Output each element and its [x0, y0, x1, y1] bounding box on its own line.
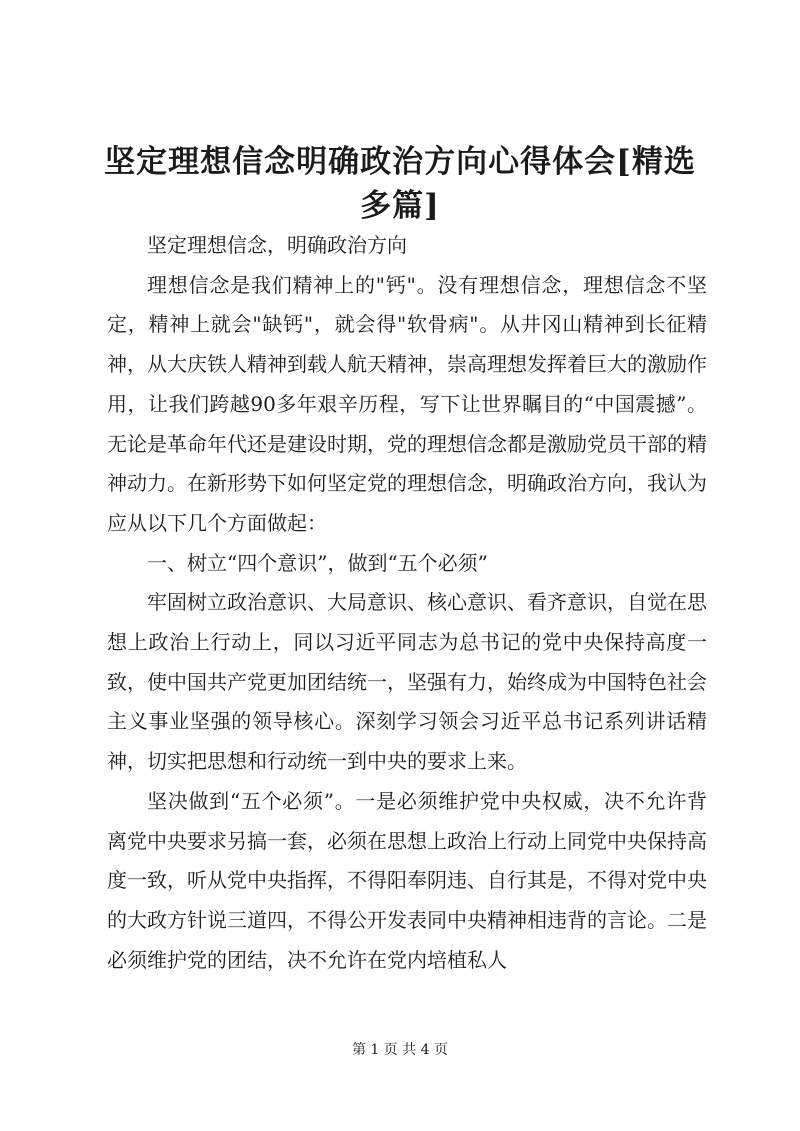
page-number-footer: 第 1 页 共 4 页: [351, 1042, 449, 1058]
section-heading: 坚定理想信念，明确政治方向: [147, 233, 407, 257]
document-body: [107, 226, 707, 980]
paragraph: 坚决做到“五个必须”。一是必须维护党中央权威，决不允许背离党中央要求另搞一套，必须在思想上政治上行动上同党中央保持高度一致，听从党中央指挥，不得阳奉阴违、自行其是，不得对党中央的大政方针说三道四，不得公开发表同中央精神相违背的言论。二是必须维护党的团结，决不允许在党内培植私人: [107, 788, 707, 972]
paragraph: 牢固树立政治意识、大局意识、核心意识、看齐意识，自觉在思想上政治上行动上，同以习近平同志为总书记的党中央保持高度一致，使中国共产党更加团结统一，坚强有力，始终成为中国特色社会主义事业坚强的领导核心。深刻学习领会习近平总书记系列讲话精神，切实把思想和行动统一到中央的要求上来。: [107, 590, 707, 774]
paragraph: 理想信念是我们精神上的"钙"。没有理想信念，理想信念不坚定，精神上就会"缺钙"，就会得"软骨病"。从井冈山精神到长征精神，从大庆铁人精神到载人航天精神，崇高理想发挥着巨大的激励作用，让我们跨越90多年艰辛历程，写下让世界瞩目的“中国震撼”。无论是革命年代还是建设时期，党的理想信念都是激励党员干部的精神动力。在新形势下如何坚定党的理想信念，明确政治方向，我认为应从以下几个方面做起：: [107, 272, 707, 535]
document-title: 坚定理想信念明确政治方向心得体会[精选多篇]: [104, 144, 696, 224]
section-heading: 一、树立“四个意识”，做到“五个必须”: [147, 550, 488, 575]
